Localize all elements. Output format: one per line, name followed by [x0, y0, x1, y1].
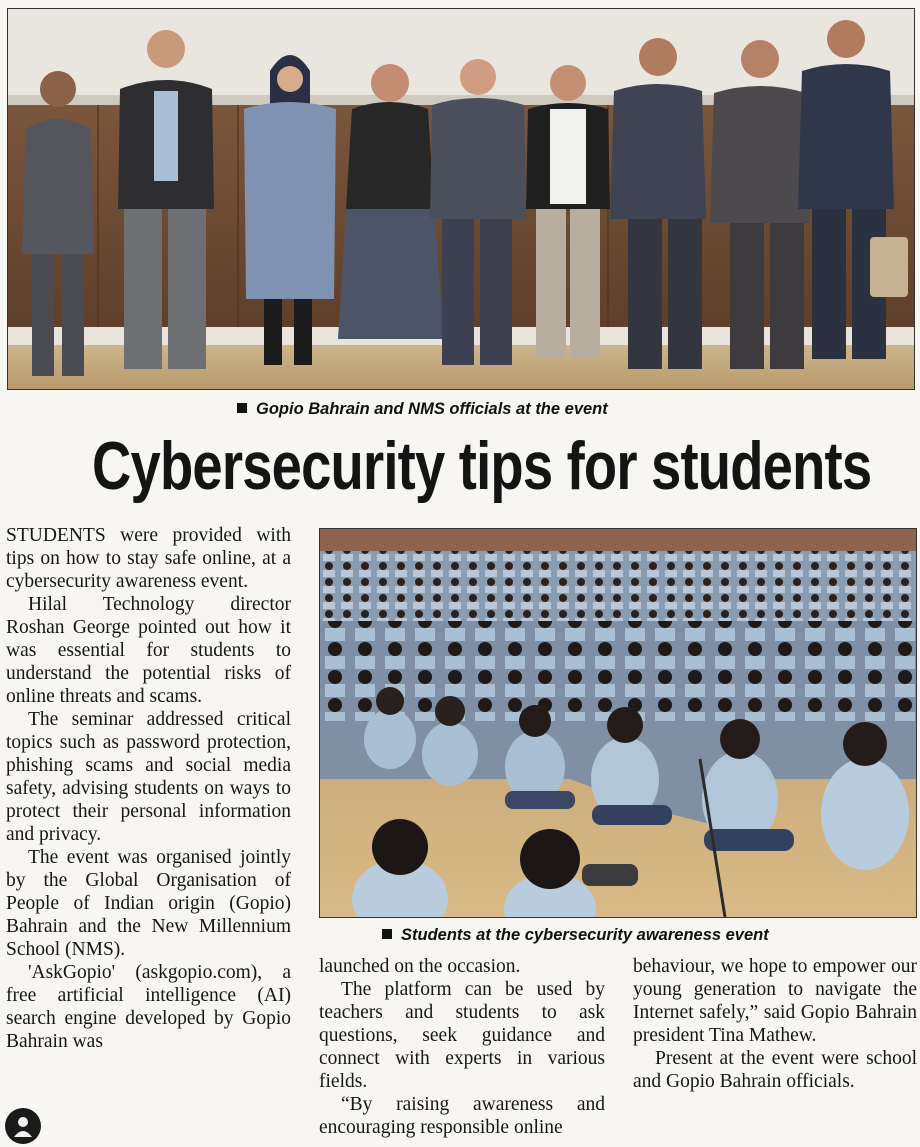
article-column-2 — [319, 955, 605, 1139]
bottom-photo-caption: Students at the cybersecurity awareness event — [382, 926, 769, 945]
square-bullet-icon — [382, 929, 392, 939]
paragraph: STUDENTS were provided with tips on how to stay safe online, at a cybersecurity awareness event. — [6, 525, 291, 592]
paragraph: The seminar addressed critical topics such as password protection, phishing scams and social media safety, advising students on ways to protect their personal information and privacy. — [6, 709, 291, 845]
paragraph: 'AskGopio' (askgopio.com), a free artificial intelligence (AI) search engine developed by Gopio Bahrain was — [6, 962, 291, 1052]
top-photo-caption: Gopio Bahrain and NMS officials at the event — [237, 400, 608, 419]
paragraph: behaviour, we hope to empower our young generation to navigate the Internet safely,” said Gopio Bahrain president Tina Mathew. — [633, 956, 917, 1046]
officials-photo — [7, 8, 915, 390]
paragraph: The platform can be used by teachers and students to ask questions, seek guidance and connect with experts in various fields. — [319, 979, 605, 1092]
paragraph: “By raising awareness and encouraging responsible online — [319, 1094, 605, 1138]
paragraph: Hilal Technology director Roshan George pointed out how it was essential for students to understand the potential risks of online threats and scams. — [6, 594, 291, 707]
headline: Cybersecurity tips for students — [92, 428, 872, 504]
article-column-3 — [633, 955, 917, 1093]
person-silhouette-icon — [11, 1114, 35, 1138]
paragraph: launched on the occasion. — [319, 956, 521, 977]
square-bullet-icon — [237, 403, 247, 413]
paragraph: Present at the event were school and Gopio Bahrain officials. — [633, 1048, 917, 1092]
students-photo — [319, 528, 917, 918]
user-avatar-icon[interactable] — [5, 1108, 41, 1144]
paragraph: The event was organised jointly by the Global Organisation of People of Indian origin (Gopio) Bahrain and the New Millennium School (NMS). — [6, 847, 291, 960]
article-column-1 — [6, 524, 291, 1053]
